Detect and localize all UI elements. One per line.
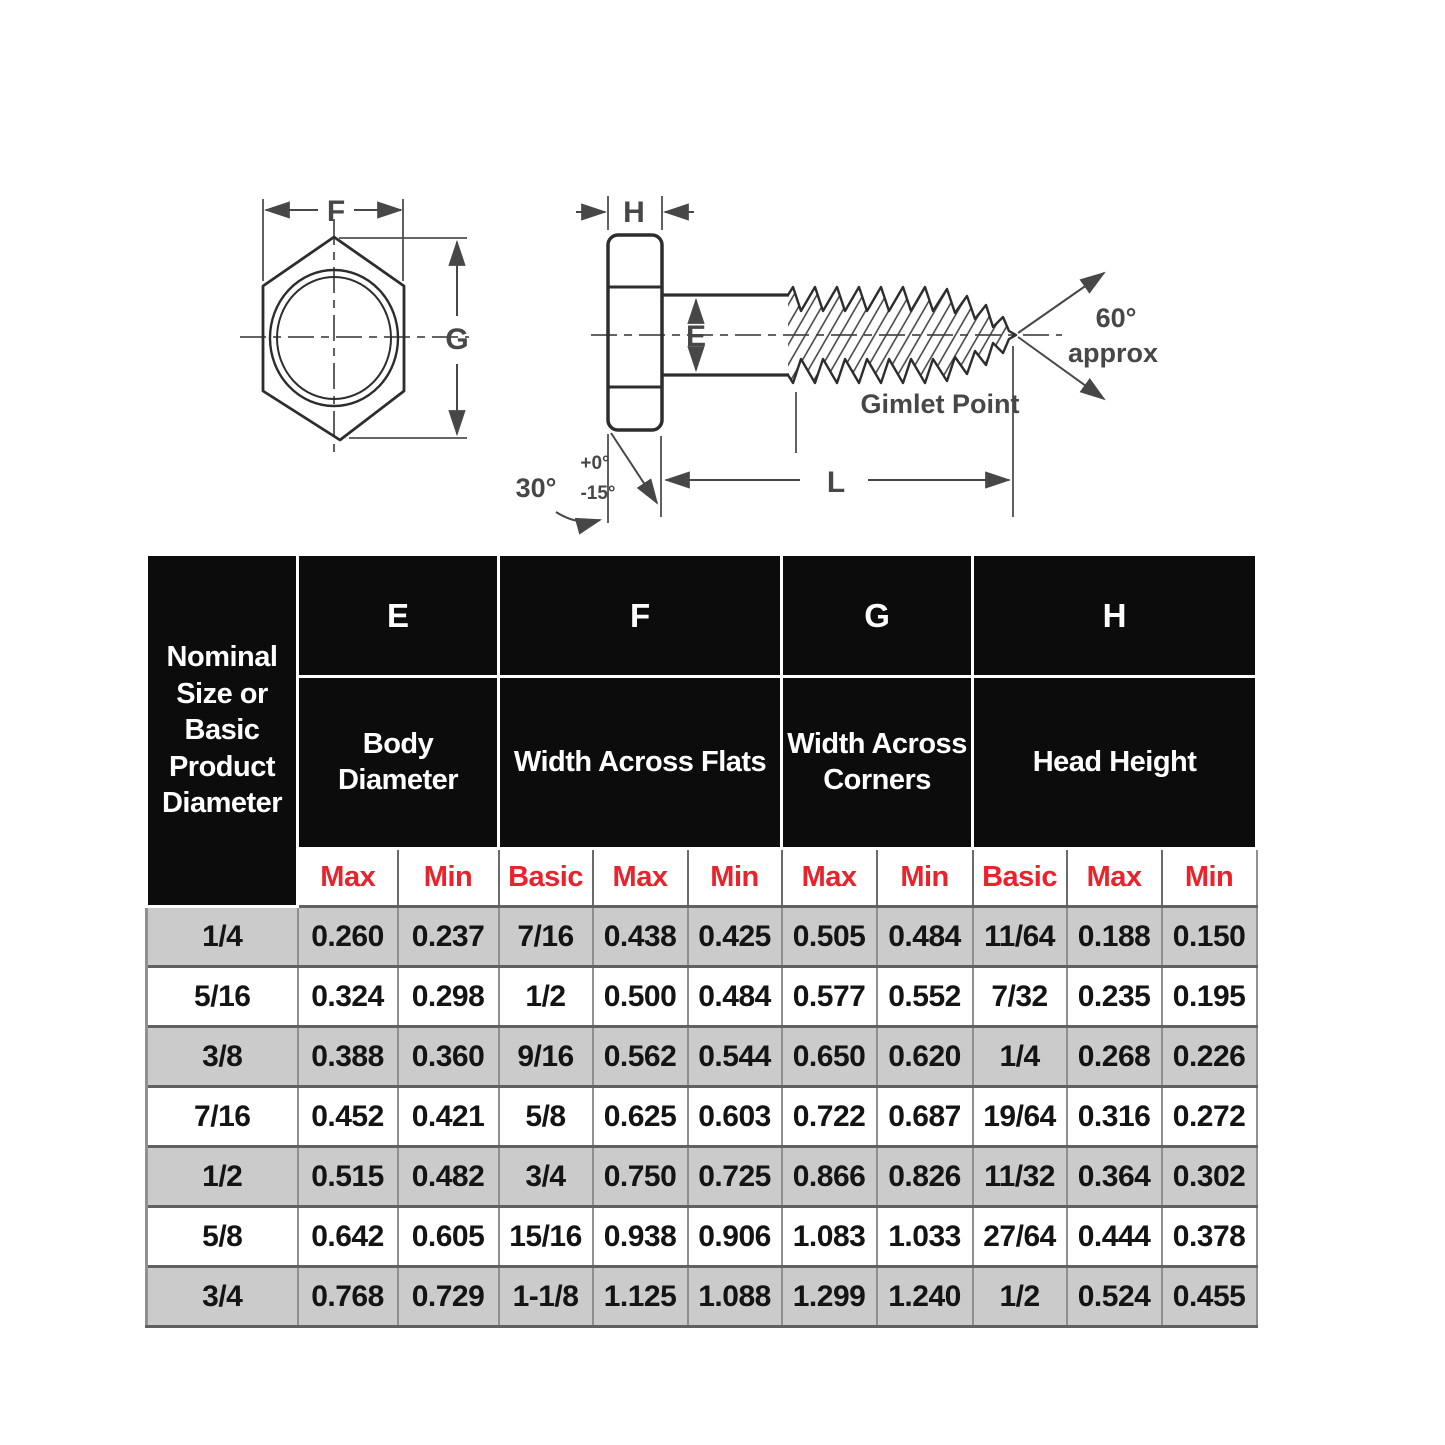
table-cell: 0.826 [877, 1147, 973, 1207]
subheader: Max [1067, 849, 1162, 907]
e-label: E [685, 320, 707, 353]
table-cell: 0.482 [398, 1147, 499, 1207]
h-label: H [623, 196, 645, 229]
gimlet-point-label: Gimlet Point [860, 389, 1020, 419]
table-cell: 1/2 [147, 1147, 298, 1207]
table-cell: 0.650 [782, 1027, 877, 1087]
group-label-body-diameter: Body Diameter [298, 677, 499, 849]
table-cell: 3/4 [147, 1267, 298, 1327]
table-cell: 0.938 [593, 1207, 688, 1267]
table-cell: 0.425 [688, 907, 782, 967]
table-cell: 0.866 [782, 1147, 877, 1207]
table-cell: 0.226 [1162, 1027, 1257, 1087]
chamfer-tolerance-plus: +0° [580, 453, 610, 474]
group-letter-e: E [298, 555, 499, 677]
group-letter-h: H [973, 555, 1257, 677]
subheader: Max [298, 849, 398, 907]
chamfer-angle-line [611, 433, 657, 503]
table-cell: 0.515 [298, 1147, 398, 1207]
table-cell: 0.388 [298, 1027, 398, 1087]
table-cell: 0.625 [593, 1087, 688, 1147]
table-cell: 7/32 [973, 967, 1067, 1027]
table-cell: 1.033 [877, 1207, 973, 1267]
table-cell: 0.378 [1162, 1207, 1257, 1267]
table-cell: 0.438 [593, 907, 688, 967]
table-cell: 1.299 [782, 1267, 877, 1327]
thread-hatching [788, 287, 1016, 383]
group-label-width-across-flats: Width Across Flats [499, 677, 782, 849]
table-cell: 7/16 [499, 907, 593, 967]
table-cell: 0.237 [398, 907, 499, 967]
subheader: Min [688, 849, 782, 907]
table-cell: 0.484 [688, 967, 782, 1027]
spec-table [145, 553, 1258, 1328]
table-row [147, 967, 1257, 1027]
table-cell: 0.360 [398, 1027, 499, 1087]
table-cell: 0.505 [782, 907, 877, 967]
subheader: Min [877, 849, 973, 907]
table-cell: 0.484 [877, 907, 973, 967]
table-cell: 0.324 [298, 967, 398, 1027]
chamfer-leader-arrow [556, 512, 600, 522]
table-cell: 0.605 [398, 1207, 499, 1267]
table-cell: 0.298 [398, 967, 499, 1027]
table-cell: 1/4 [147, 907, 298, 967]
table-cell: 0.302 [1162, 1147, 1257, 1207]
chamfer-tolerance-minus: -15° [580, 483, 616, 504]
f-label: F [326, 195, 346, 228]
table-cell: 0.452 [298, 1087, 398, 1147]
table-cell: 0.444 [1067, 1207, 1162, 1267]
group-letter-row [147, 555, 1257, 677]
table-cell: 0.150 [1162, 907, 1257, 967]
table-cell: 0.577 [782, 967, 877, 1027]
table-cell: 15/16 [499, 1207, 593, 1267]
table-cell: 0.562 [593, 1027, 688, 1087]
table-row [147, 1087, 1257, 1147]
point-angle-approx-label: approx [1067, 338, 1159, 368]
table-row [147, 1207, 1257, 1267]
table-cell: 0.687 [877, 1087, 973, 1147]
table-cell: 0.235 [1067, 967, 1162, 1027]
group-label-row [147, 677, 1257, 849]
table-cell: 0.722 [782, 1087, 877, 1147]
subheader: Min [398, 849, 499, 907]
table-row [147, 1027, 1257, 1087]
table-cell: 19/64 [973, 1087, 1067, 1147]
corner-header: Nominal Size or Basic Product Diameter [147, 555, 298, 907]
table-cell: 1.088 [688, 1267, 782, 1327]
point-angle-line-upper [1018, 273, 1104, 333]
table-cell: 11/32 [973, 1147, 1067, 1207]
table-cell: 0.725 [688, 1147, 782, 1207]
table-cell: 0.906 [688, 1207, 782, 1267]
table-cell: 0.316 [1067, 1087, 1162, 1147]
table-cell: 1-1/8 [499, 1267, 593, 1327]
table-cell: 0.544 [688, 1027, 782, 1087]
table-row [147, 1147, 1257, 1207]
table-cell: 27/64 [973, 1207, 1067, 1267]
subheader: Min [1162, 849, 1257, 907]
table-row [147, 907, 1257, 967]
l-label: L [826, 466, 846, 499]
table-cell: 0.750 [593, 1147, 688, 1207]
subheader-row [147, 849, 1257, 907]
table-cell: 0.195 [1162, 967, 1257, 1027]
table-cell: 1.240 [877, 1267, 973, 1327]
table-cell: 0.268 [1067, 1027, 1162, 1087]
point-angle-label: 60° [1095, 303, 1137, 333]
table-cell: 0.552 [877, 967, 973, 1027]
group-label-head-height: Head Height [973, 677, 1257, 849]
group-label-width-across-corners: Width Across Corners [782, 677, 973, 849]
subheader: Basic [973, 849, 1067, 907]
table-cell: 0.524 [1067, 1267, 1162, 1327]
subheader: Max [782, 849, 877, 907]
table-cell: 5/16 [147, 967, 298, 1027]
table-cell: 1.083 [782, 1207, 877, 1267]
group-letter-g: G [782, 555, 973, 677]
table-cell: 3/8 [147, 1027, 298, 1087]
table-cell: 0.642 [298, 1207, 398, 1267]
chamfer-angle-label: 30° [515, 473, 557, 503]
table-cell: 0.272 [1162, 1087, 1257, 1147]
table-cell: 1/2 [973, 1267, 1067, 1327]
lag-screw-diagram [0, 0, 1445, 560]
table-cell: 0.364 [1067, 1147, 1162, 1207]
table-cell: 0.500 [593, 967, 688, 1027]
table-cell: 0.188 [1067, 907, 1162, 967]
table-cell: 0.455 [1162, 1267, 1257, 1327]
table-cell: 0.620 [877, 1027, 973, 1087]
table-cell: 7/16 [147, 1087, 298, 1147]
table-cell: 9/16 [499, 1027, 593, 1087]
table-cell: 5/8 [499, 1087, 593, 1147]
subheader: Basic [499, 849, 593, 907]
table-cell: 1.125 [593, 1267, 688, 1327]
table-cell: 0.421 [398, 1087, 499, 1147]
table-cell: 3/4 [499, 1147, 593, 1207]
table-cell: 1/4 [973, 1027, 1067, 1087]
table-cell: 1/2 [499, 967, 593, 1027]
table-cell: 5/8 [147, 1207, 298, 1267]
table-cell: 0.768 [298, 1267, 398, 1327]
head-side-outline [608, 235, 662, 430]
g-label: G [445, 323, 469, 356]
table-cell: 0.729 [398, 1267, 499, 1327]
table-cell: 0.260 [298, 907, 398, 967]
table-cell: 11/64 [973, 907, 1067, 967]
group-letter-f: F [499, 555, 782, 677]
table-row [147, 1267, 1257, 1327]
spec-table-body [147, 907, 1257, 1327]
subheader: Max [593, 849, 688, 907]
table-cell: 0.603 [688, 1087, 782, 1147]
